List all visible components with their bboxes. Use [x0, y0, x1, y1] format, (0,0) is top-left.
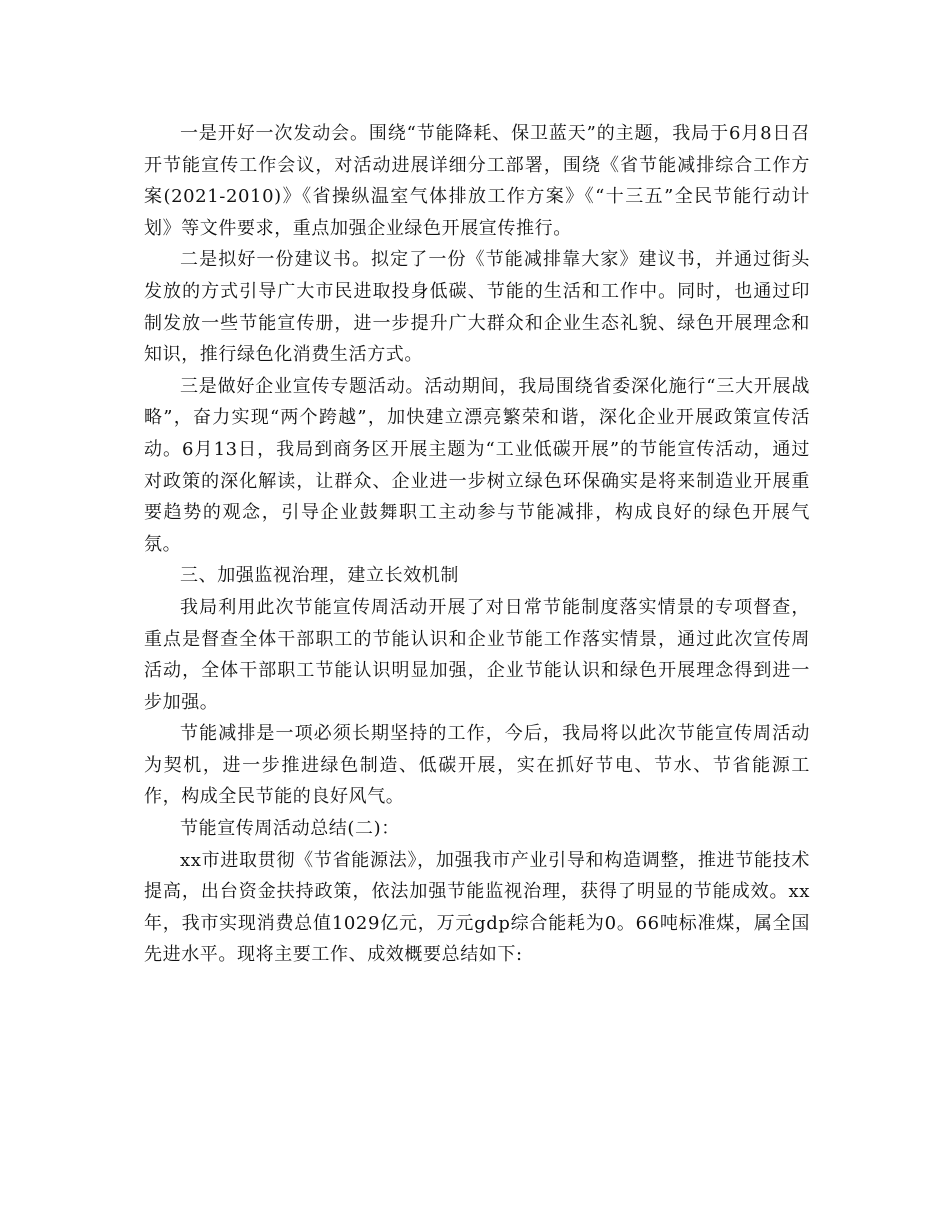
paragraph-city-summary: xx市进取贯彻《节省能源法》，加强我市产业引导和构造调整，推进节能技术提高，出台资金扶持政策，依法加强节能监视治理，获得了明显的节能成效。xx年，我市实现消费总值1029亿元，万元gdp综合能耗为0。66吨标准煤，属全国先进水平。现将主要工作、成效概要总结如下: [144, 849, 810, 966]
section-heading-summary-two: 节能宣传周活动总结(二)： [180, 818, 400, 840]
paragraph-launch-meeting: 一是开好一次发动会。围绕“节能降耗、保卫蓝天”的主题，我局于6月8日召开节能宣传工作会议，对活动进展详细分工部署，围绕《省节能减排综合工作方案(2021-2010)》《省操纵温室气体排放工作方案》《“十三五”全民节能行动计划》等文件要求，重点加强企业绿色开展宣传推行。 [144, 123, 810, 239]
paragraph-long-term: 节能减排是一项必须长期坚持的工作，今后，我局将以此次节能宣传周活动为契机，进一步推进绿色制造、低碳开展，实在抓好节电、节水、节省能源工作，构成全民节能的良好风气。 [144, 723, 810, 808]
paragraph-supervision: 我局利用此次节能宣传周活动开展了对日常节能制度落实情景的专项督查，重点是督查全体干部职工的节能认识和企业节能工作落实情景，通过此次宣传周活动，全体干部职工节能认识明显加强，企业节能认识和绿色开展理念得到进一步加强。 [144, 596, 810, 713]
document-body [144, 118, 810, 971]
section-heading-supervision: 三、加强监视治理，建立长效机制 [180, 565, 459, 587]
paragraph-enterprise-campaign: 三是做好企业宣传专题活动。活动期间，我局围绕省委深化施行“三大开展战略”，奋力实现“两个跨越”，加快建立漂亮繁荣和谐，深化企业开展政策宣传活动。6月13日，我局到商务区开展主题为“工业低碳开展”的节能宣传活动，通过对政策的深化解读，让群众、企业进一步树立绿色环保确实是将来制造业开展重要趋势的观念，引导企业鼓舞职工主动参与节能减排，构成良好的绿色开展气氛。 [144, 375, 810, 555]
paragraph-proposal: 二是拟好一份建议书。拟定了一份《节能减排靠大家》建议书，并通过街头发放的方式引导广大市民进取投身低碳、节能的生活和工作中。同时，也通过印制发放一些节能宣传册，进一步提升广大群众和企业生态礼貌、绿色开展理念和知识，推行绿色化消费生活方式。 [144, 249, 810, 366]
